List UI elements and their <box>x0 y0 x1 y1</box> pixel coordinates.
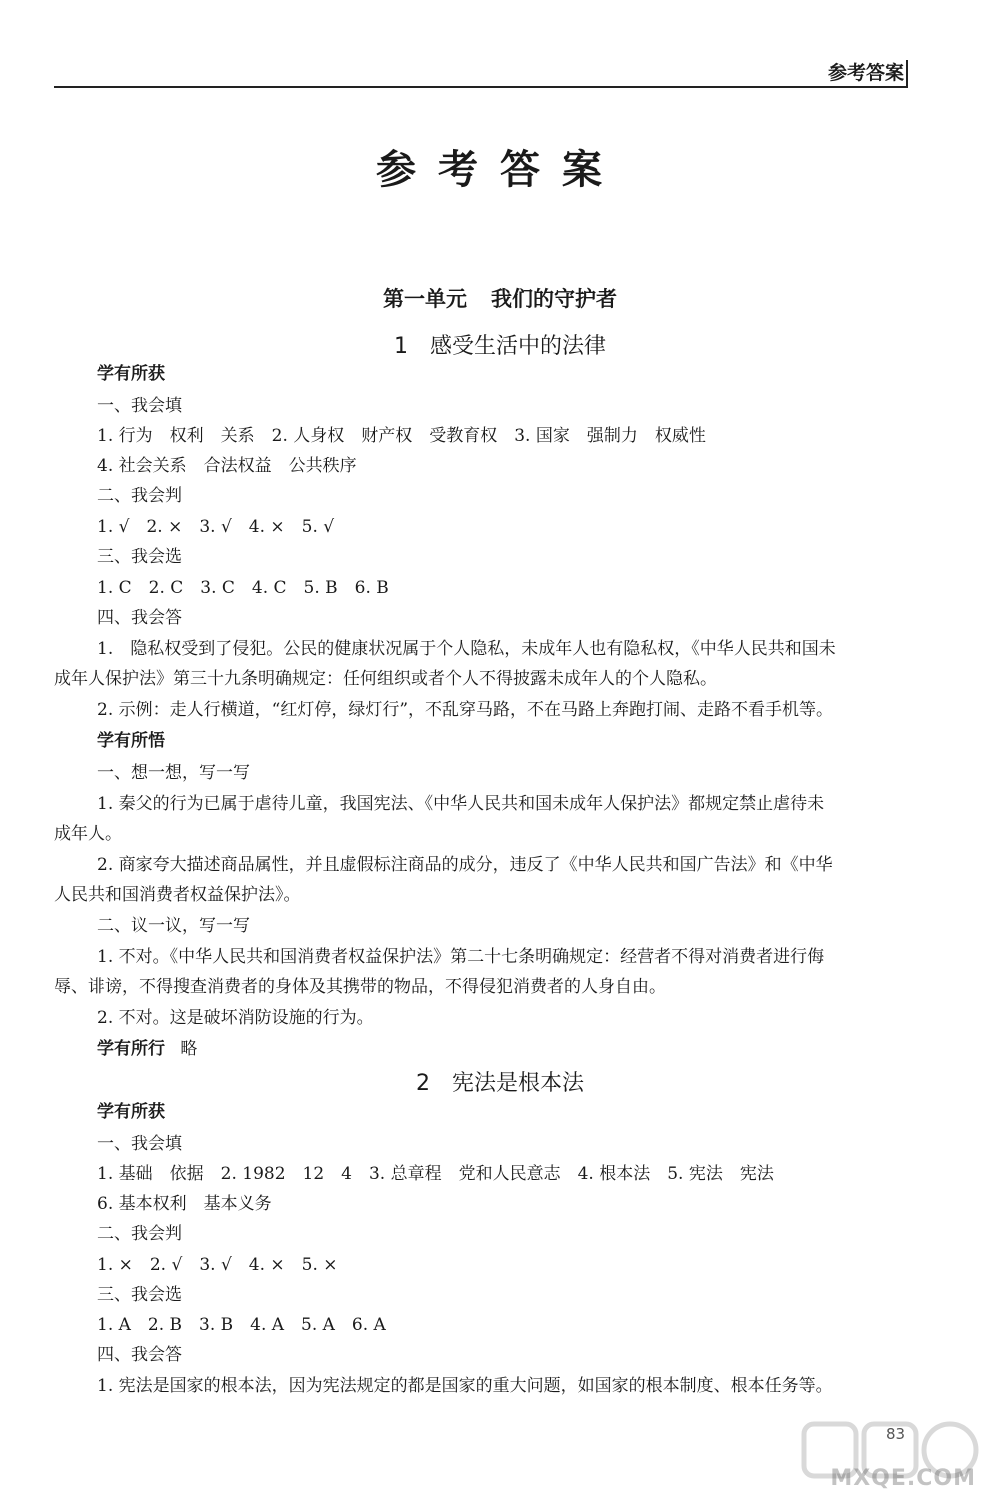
subsection-answer: 四、我会答 <box>97 608 182 628</box>
section-xueyousuoxing-answer: 略 <box>180 1039 198 1059</box>
lesson-2-number: 2 <box>415 1071 430 1096</box>
lesson-2-choose-answers: 1. A 2. B 3. B 4. A 5. A 6. A <box>97 1315 386 1335</box>
subsection-choose: 三、我会选 <box>97 547 182 567</box>
lesson-2-subsection-choose: 三、我会选 <box>97 1285 182 1305</box>
think-2-line-1: 2. 商家夸大描述商品属性，并且虚假标注商品的成分，违反了《中华人民共和国广告法》和《中华 <box>97 855 833 875</box>
answer-2: 2. 示例：走人行横道，“红灯停，绿灯行”，不乱穿马路，不在马路上奔跑打闹、走路不看手机等。 <box>97 700 834 720</box>
think-2-line-2: 人民共和国消费者权益保护法》。 <box>54 885 301 905</box>
fill-answers-1: 1. 行为 权利 关系 2. 人身权 财产权 受教育权 3. 国家 强制力 权威性 <box>97 426 706 446</box>
lesson-2-judge-answers: 1. × 2. √ 3. √ 4. × 5. × <box>97 1255 338 1275</box>
header-bracket <box>906 60 908 88</box>
discuss-1-line-1: 1. 不对。《中华人民共和国消费者权益保护法》第二十七条明确规定：经营者不得对消费者进行侮 <box>97 947 825 967</box>
watermark-text: MXQE.COM <box>830 1466 976 1491</box>
think-1-line-2: 成年人。 <box>54 824 122 844</box>
section-xueyousuoxing-label: 学有所行 <box>97 1039 165 1059</box>
unit-number: 第一单元 <box>383 287 467 311</box>
think-1-line-1: 1. 秦父的行为已属于虐待儿童，我国宪法、《中华人民共和国未成年人保护法》都规定禁止虐待未 <box>97 794 825 814</box>
page-title: 参考答案 <box>376 147 624 193</box>
subsection-judge: 二、我会判 <box>97 486 182 506</box>
page-number: 83 <box>886 1425 906 1443</box>
lesson-2-fill-answers-1: 1. 基础 依据 2. 1982 12 4 3. 总章程 党和人民意志 4. 根本法 5. 宪法 宪法 <box>97 1164 774 1184</box>
subsection-fill: 一、我会填 <box>97 396 182 416</box>
discuss-2: 2. 不对。这是破坏消防设施的行为。 <box>97 1008 374 1028</box>
lesson-2-name: 宪法是根本法 <box>451 1071 584 1096</box>
lesson-2-answer-1: 1. 宪法是国家的根本法，因为宪法规定的都是国家的重大问题，如国家的根本制度、根本任务等。 <box>97 1376 833 1396</box>
unit-name: 我们的守护者 <box>491 287 617 311</box>
lesson-2-title <box>0 1066 1000 1097</box>
judge-answers: 1. √ 2. × 3. √ 4. × 5. √ <box>97 517 335 537</box>
lesson-2-fill-answers-2: 6. 基本权利 基本义务 <box>97 1194 272 1214</box>
answer-1-line-2: 成年人保护法》第三十九条明确规定：任何组织或者个人不得披露未成年人的个人隐私。 <box>54 669 717 689</box>
subsection-think: 一、想一想，写一写 <box>97 763 250 783</box>
discuss-1-line-2: 辱、诽谤，不得搜查消费者的身体及其携带的物品，不得侵犯消费者的人身自由。 <box>54 977 666 997</box>
header-label: 参考答案 <box>827 62 904 84</box>
answer-1-line-1: 1. 隐私权受到了侵犯。公民的健康状况属于个人隐私，未成年人也有隐私权，《中华人民共和国未 <box>97 639 836 659</box>
fill-answers-2: 4. 社会关系 合法权益 公共秩序 <box>97 456 357 476</box>
section-xueyousuohuo: 学有所获 <box>97 364 165 384</box>
subsection-discuss: 二、议一议，写一写 <box>97 916 250 936</box>
lesson-1-title <box>0 329 1000 360</box>
section-xueyousuoxing <box>97 1034 197 1059</box>
lesson-1-name: 感受生活中的法律 <box>429 334 606 359</box>
lesson-1-number: 1 <box>393 334 408 359</box>
choose-answers: 1. C 2. C 3. C 4. C 5. B 6. B <box>97 578 389 598</box>
header-rule <box>54 86 906 88</box>
lesson-2-subsection-answer: 四、我会答 <box>97 1345 182 1365</box>
lesson-2-subsection-judge: 二、我会判 <box>97 1224 182 1244</box>
lesson-2-subsection-fill: 一、我会填 <box>97 1134 182 1154</box>
lesson-2-section-xueyousuohuo: 学有所获 <box>97 1102 165 1122</box>
section-xueyousuowu: 学有所悟 <box>97 731 165 751</box>
unit-title <box>0 283 1000 313</box>
